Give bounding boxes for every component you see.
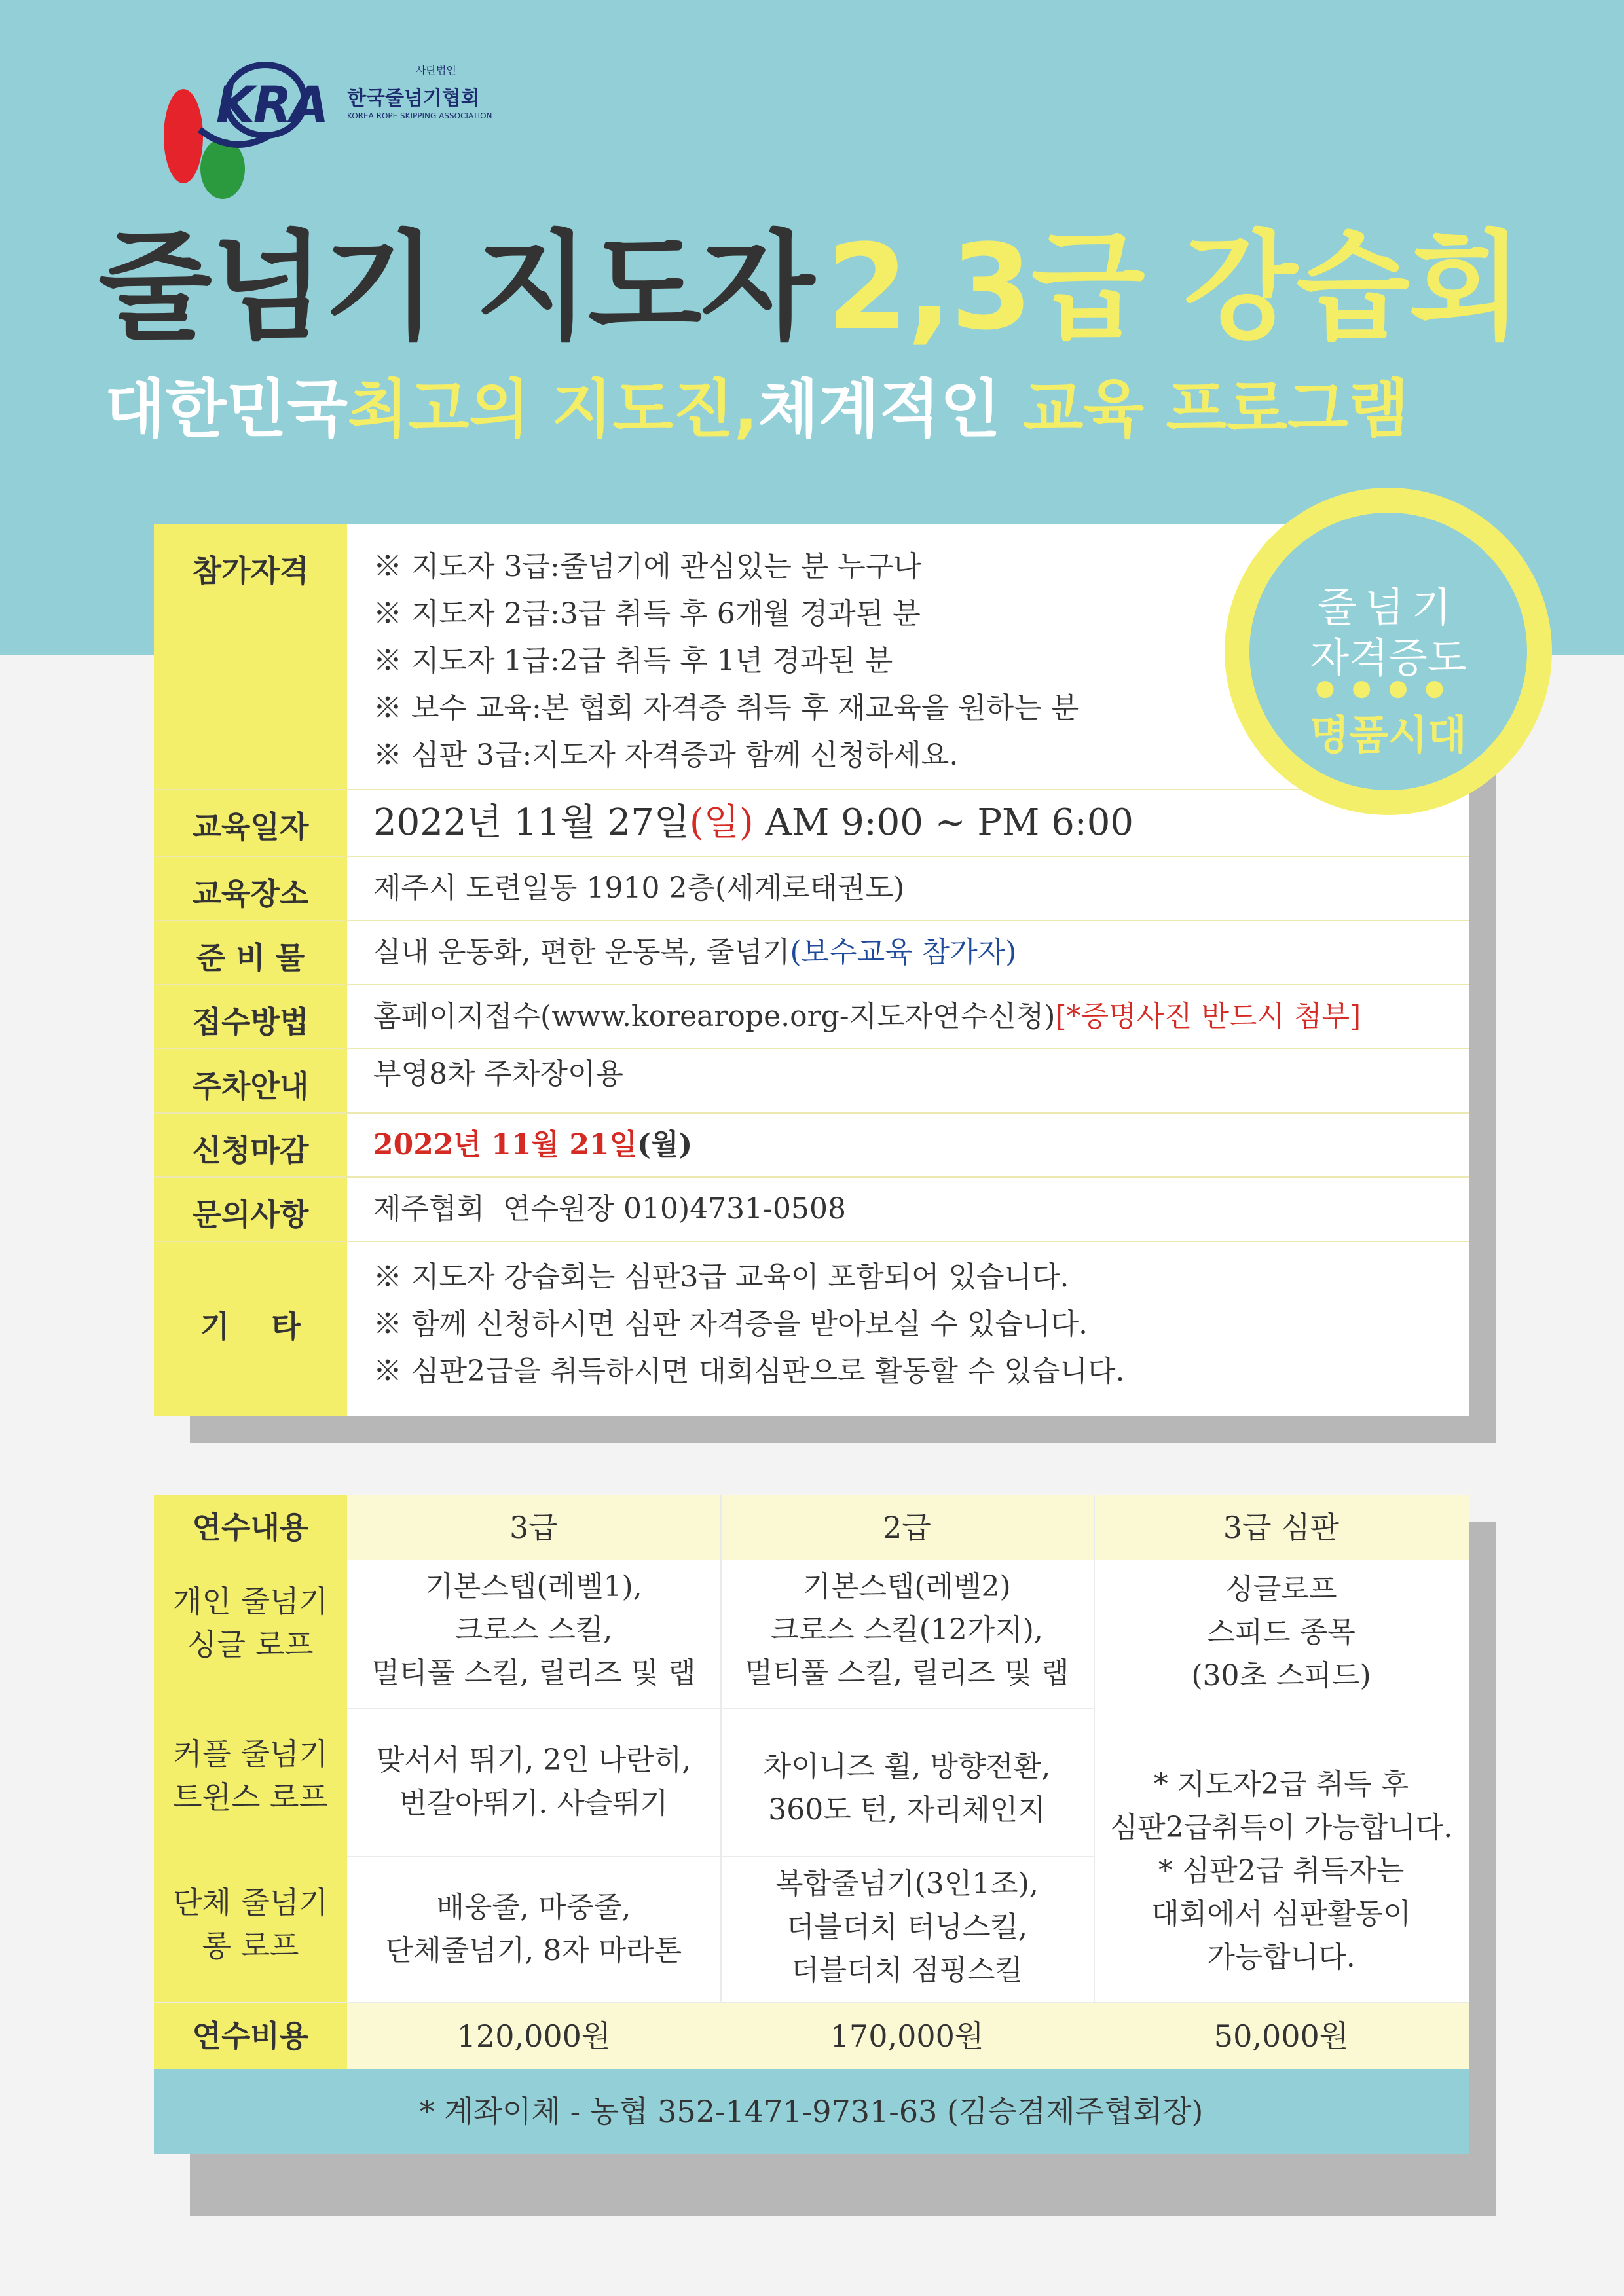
header-level3: 3급 [509, 1510, 558, 1545]
row-label-twins [154, 1732, 347, 1819]
judge-line: (30초 스피드) [1191, 1659, 1371, 1692]
row-label-line: 롱 로프 [202, 1928, 299, 1963]
etc-line: ※ 지도자 강습회는 심판3급 교육이 포함되어 있습니다. [373, 1260, 1069, 1294]
info-label: 기 타 [200, 1309, 301, 1344]
cell-level2-long [720, 1863, 1094, 1992]
row-label-single [154, 1580, 347, 1666]
info-label: 문의사항 [192, 1197, 309, 1232]
logo-name-kr: 한국줄넘기협회 [347, 87, 480, 110]
badge-line3: 명품시대 [1310, 711, 1467, 759]
prep-text: 실내 운동화, 편한 운동복, 줄넘기 [373, 936, 790, 969]
row-label-line: 싱글 로프 [187, 1627, 314, 1662]
info-row-prep [154, 920, 1469, 985]
page-subtitle [105, 370, 1409, 448]
info-row-parking [154, 1048, 1469, 1114]
logo-corp: 사단법인 [416, 64, 456, 77]
cell-judge [1094, 1568, 1469, 1979]
subtitle-part2: 최고의 지도진, [347, 373, 758, 446]
curriculum-table [154, 1495, 1469, 2154]
qualification-line: ※ 지도자 1급:2급 취득 후 1년 경과된 분 [373, 644, 893, 678]
title-main: 줄넘기 지도자 [98, 219, 813, 356]
judge-line: 스피드 종목 [1207, 1616, 1356, 1649]
qualification-line: ※ 심판 3급:지도자 자격증과 함께 신청하세요. [373, 738, 959, 772]
row-divider [347, 1708, 1094, 1709]
cell-line: 기본스텝(레벨1), [425, 1570, 642, 1603]
certificate-badge [1225, 488, 1552, 815]
info-row-place [154, 856, 1469, 921]
judge-line: 싱글로프 [1225, 1573, 1337, 1606]
judge-line: * 심판2급 취득자는 [1158, 1854, 1405, 1887]
fee-judge: 50,000원 [1213, 2018, 1349, 2054]
cell-line: 더블더치 터닝스킬, [786, 1910, 1027, 1944]
etc-line: ※ 심판2급을 취득하시면 대회심판으로 활동할 수 있습니다. [373, 1355, 1125, 1388]
info-value: 부영8차 주차장이용 [373, 1057, 624, 1091]
deadline-date: 2022년 11월 21일 [373, 1128, 638, 1161]
fee-label: 연수비용 [192, 2018, 309, 2054]
info-label: 신청마감 [192, 1133, 309, 1168]
subtitle-part1: 대한민국 [105, 373, 348, 446]
info-row-date [154, 789, 1469, 857]
info-value [373, 1121, 692, 1169]
info-value: 제주시 도련일동 1910 2층(세계로태권도) [373, 871, 905, 905]
subtitle-part4: 교육 프로그램 [1022, 373, 1409, 446]
cell-line: 크로스 스킬, [454, 1613, 613, 1647]
qualification-line: ※ 보수 교육:본 협회 자격증 취득 후 재교육을 원하는 분 [373, 691, 1079, 725]
info-label: 교육장소 [192, 876, 309, 911]
info-value [373, 993, 1361, 1040]
subtitle-part3: 체계적인 [758, 373, 1001, 446]
info-value [373, 797, 1134, 849]
cell-line: 단체줄넘기, 8자 마라톤 [385, 1934, 682, 1967]
cell-line: 더블더치 점핑스킬 [790, 1954, 1024, 1987]
info-label: 교육일자 [192, 809, 309, 845]
info-label: 주차안내 [192, 1068, 309, 1104]
cell-line: 배웅줄, 마중줄, [436, 1891, 631, 1924]
fee-level2: 170,000원 [830, 2018, 984, 2054]
info-label: 준 비 물 [196, 940, 305, 975]
cell-line: 멀티풀 스킬, 릴리즈 및 랩 [745, 1656, 1069, 1690]
info-row-etc [154, 1241, 1469, 1416]
info-value [373, 543, 1079, 779]
deadline-weekday: (월) [637, 1128, 693, 1161]
date-weekday: (일) [689, 801, 754, 844]
info-value [373, 929, 1016, 976]
cell-line: 멀티풀 스킬, 릴리즈 및 랩 [371, 1656, 696, 1690]
apply-text: 홈페이지접수(www.korearope.org-지도자연수신청) [373, 1000, 1056, 1033]
date-time: AM 9:00 ~ PM 6:00 [753, 801, 1134, 844]
badge-line2: 자격증도 [1310, 634, 1467, 682]
badge-dots: ●●●● [1315, 675, 1462, 701]
cell-line: 복합줄넘기(3인1조), [775, 1867, 1039, 1901]
page-title [98, 219, 1539, 356]
apply-note: [*증명사진 반드시 첨부] [1055, 1000, 1361, 1033]
row-label-line: 트윈스 로프 [173, 1779, 328, 1815]
row-label-long [154, 1881, 347, 1967]
title-highlight: 2,3급 강습회 [826, 219, 1522, 356]
payment-footer: * 계좌이체 - 농협 352-1471-9731-63 (김승겸제주협회장) [154, 2069, 1469, 2154]
cell-level2-single [720, 1565, 1094, 1695]
cell-level3-single [347, 1565, 720, 1695]
row-divider [347, 1856, 1094, 1857]
cell-line: 360도 턴, 자리체인지 [768, 1793, 1046, 1827]
qualification-line: ※ 지도자 2급:3급 취득 후 6개월 경과된 분 [373, 597, 921, 630]
cell-line: 맞서서 뛰기, 2인 나란히, [376, 1743, 692, 1777]
header-judge: 3급 심판 [1223, 1510, 1340, 1545]
logo-abbr: KRA [216, 75, 328, 134]
info-value: 제주협회 연수원장 010)4731-0508 [373, 1192, 846, 1226]
cell-level2-twins [720, 1745, 1094, 1832]
etc-line: ※ 함께 신청하시면 심판 자격증을 받아보실 수 있습니다. [373, 1307, 1088, 1341]
cell-level3-long [347, 1886, 720, 1973]
badge-inner [1249, 513, 1527, 790]
cell-level3-twins [347, 1739, 720, 1825]
cell-line: 기본스텝(레벨2) [803, 1570, 1011, 1603]
info-label: 참가자격 [192, 553, 309, 589]
info-value [373, 1254, 1125, 1395]
info-label: 접수방법 [192, 1004, 309, 1040]
info-row-apply [154, 984, 1469, 1049]
judge-line: * 지도자2급 취득 후 [1153, 1768, 1409, 1801]
header-level2: 2급 [883, 1510, 931, 1545]
cell-line: 번갈아뛰기. 사슬뛰기 [399, 1787, 669, 1820]
row-label-line: 단체 줄넘기 [173, 1885, 328, 1920]
judge-line: 가능합니다. [1207, 1941, 1356, 1974]
info-row-deadline [154, 1112, 1469, 1178]
judge-line: 심판2급취득이 가능합니다. [1109, 1811, 1453, 1844]
row-label-line: 커플 줄넘기 [173, 1736, 328, 1772]
badge-line1: 줄넘기 [1318, 583, 1459, 631]
cell-line: 차이니즈 휠, 방향전환, [763, 1750, 1051, 1783]
qualification-line: ※ 지도자 3급:줄넘기에 관심있는 분 누구나 [373, 550, 921, 583]
prep-note: (보수교육 참가자) [790, 936, 1017, 969]
info-row-contact [154, 1176, 1469, 1242]
header-content: 연수내용 [192, 1510, 309, 1545]
judge-line: 대회에서 심판활동이 [1151, 1897, 1411, 1931]
row-label-line: 개인 줄넘기 [173, 1584, 328, 1619]
cell-line: 크로스 스킬(12가지), [771, 1613, 1043, 1647]
fee-level3: 120,000원 [456, 2018, 611, 2054]
date-text: 2022년 11월 27일 [373, 801, 690, 844]
judge-spacer [1094, 1698, 1469, 1763]
logo-name-en: KOREA ROPE SKIPPING ASSOCIATION [347, 111, 492, 120]
